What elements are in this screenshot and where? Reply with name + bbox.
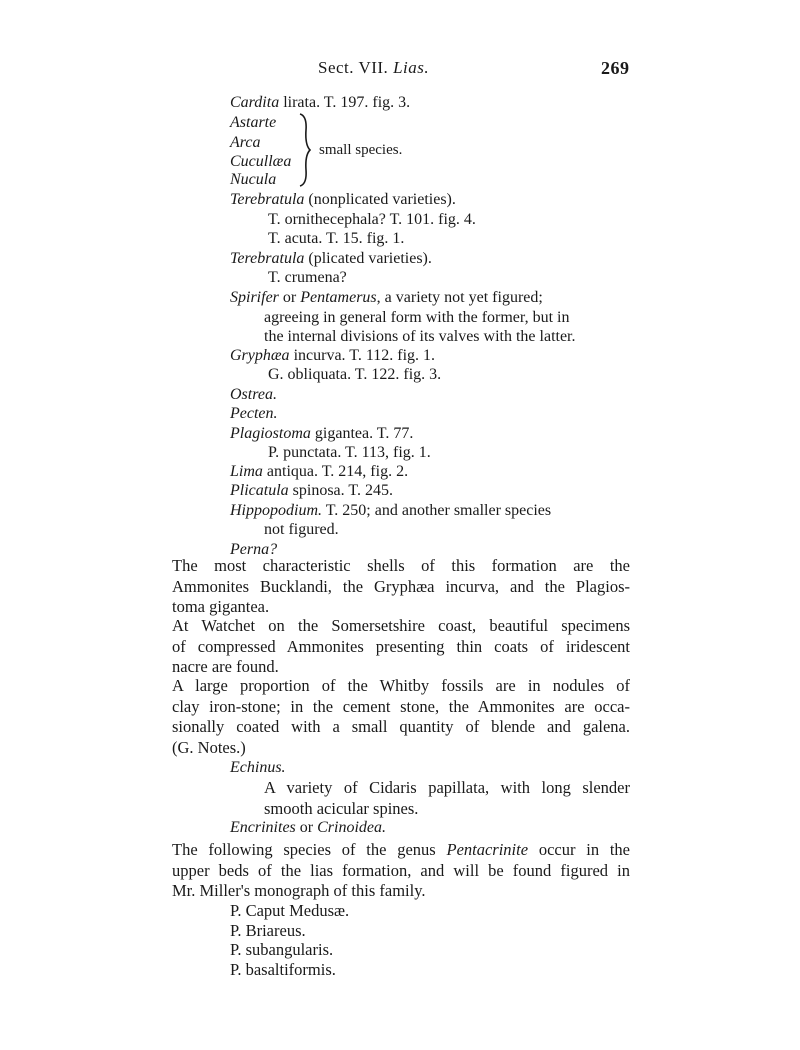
text-line: Ammonites Bucklandi, the Gryphæa incurva, and the Plagios-	[172, 576, 630, 596]
list-item: Ostrea.	[230, 386, 277, 403]
text-line: The following species of the genus Pentacrinite occur in the	[172, 840, 630, 859]
text-line: smooth acicular spines.	[264, 798, 419, 818]
brace-label: small species.	[319, 142, 403, 158]
list-item: Plicatula spinosa. T. 245.	[230, 482, 393, 499]
paragraph-pentacrinite	[172, 840, 630, 902]
paragraph-watchet	[172, 616, 630, 678]
list-item: the internal divisions of its valves with the latter.	[264, 328, 576, 345]
text-line: A variety of Cidaris papillata, with long slender	[264, 778, 630, 797]
list-item: T. acuta. T. 15. fig. 1.	[268, 230, 405, 247]
list-item: not figured.	[264, 521, 339, 538]
list-item: Pecten.	[230, 405, 278, 422]
text-line: Mr. Miller's monograph of this family.	[172, 881, 426, 900]
list-item: Plagiostoma gigantea. T. 77.	[230, 425, 414, 442]
echinus-description	[264, 778, 630, 819]
text-line: sionally coated with a small quantity of blende and galena.	[172, 717, 630, 736]
list-item: Terebratula (nonplicated varieties).	[230, 191, 456, 208]
list-item: T. ornithecephala? T. 101. fig. 4.	[268, 211, 476, 228]
list-item: P. basaltiformis.	[230, 960, 336, 979]
text-line: upper beds of the lias formation, and will be found figured in	[172, 860, 630, 880]
text-line: clay iron-stone; in the cement stone, the Ammonites are occa-	[172, 696, 630, 716]
text-line: toma gigantea.	[172, 597, 270, 616]
list-item: Arca	[230, 134, 261, 151]
list-item: P. subangularis.	[230, 940, 334, 959]
list-item: agreeing in general form with the former, but in	[264, 309, 570, 326]
list-item: P. Caput Medusæ.	[230, 901, 350, 920]
list-item: Gryphæa incurva. T. 112. fig. 1.	[230, 347, 436, 364]
paragraph-characteristic-shells	[172, 556, 630, 618]
curly-brace-icon	[297, 112, 311, 188]
echinus-heading: Echinus.	[230, 759, 286, 776]
section-heading: Sect. VII. Lias.	[318, 58, 430, 77]
text-line: At Watchet on the Somersetshire coast, beautiful specimens	[172, 616, 630, 635]
text-line: The most characteristic shells of this formation are the	[172, 556, 630, 575]
list-item: Lima antiqua. T. 214, fig. 2.	[230, 463, 409, 480]
list-item: Astarte	[230, 114, 277, 131]
running-head	[0, 58, 800, 84]
list-item: T. crumena?	[268, 269, 347, 286]
page-number: 269	[601, 58, 630, 78]
list-item: P. Briareus.	[230, 921, 306, 940]
paragraph-whitby	[172, 676, 630, 758]
list-item: Cardita lirata. T. 197. fig. 3.	[230, 94, 411, 111]
list-item: Spirifer or Pentamerus, a variety not yet figured;	[230, 289, 543, 306]
text-line: nacre are found.	[172, 657, 279, 676]
list-item: Hippopodium. T. 250; and another smaller species	[230, 502, 552, 519]
text-line: of compressed Ammonites presenting thin coats of iridescent	[172, 636, 630, 656]
list-item: G. obliquata. T. 122. fig. 3.	[268, 366, 442, 383]
encrinites-heading: Encrinites or Crinoidea.	[230, 819, 386, 836]
list-item: Perna?	[230, 541, 278, 558]
list-item: Terebratula (plicated varieties).	[230, 250, 432, 267]
text-line: A large proportion of the Whitby fossils are in nodules of	[172, 676, 630, 695]
list-item: Nucula	[230, 171, 277, 188]
list-item: P. punctata. T. 113, fig. 1.	[268, 444, 431, 461]
text-line: (G. Notes.)	[172, 737, 246, 757]
list-item: Cucullæa	[230, 153, 292, 170]
